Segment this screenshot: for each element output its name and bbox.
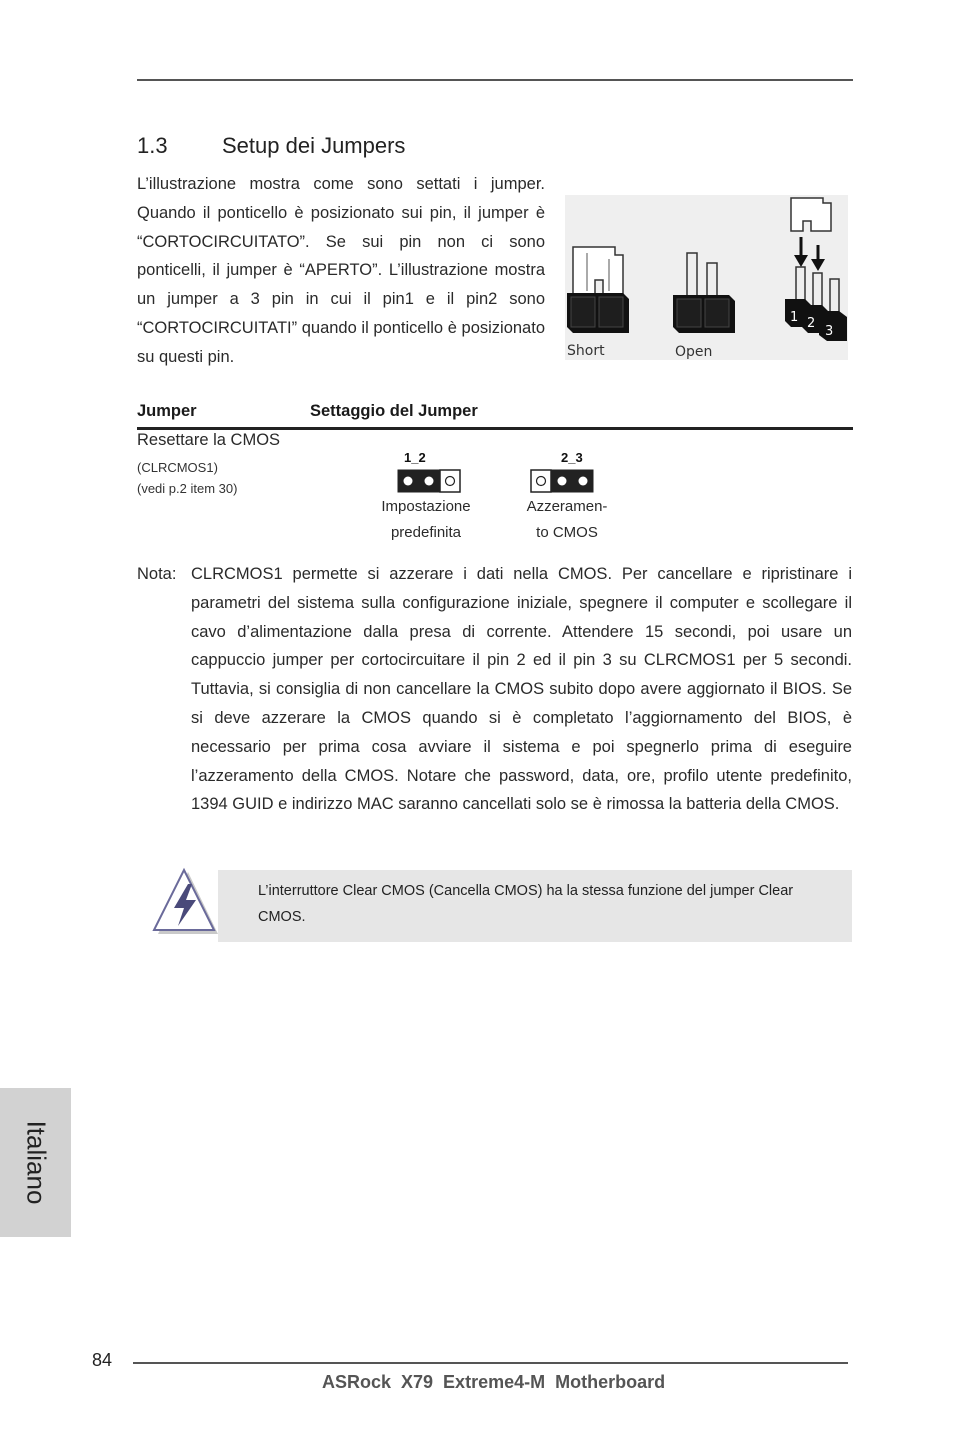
pin-label-2-3: 2_3 [561, 450, 583, 465]
option-1-2-caption [366, 494, 486, 546]
note-text: CLRCMOS1 permette si azzerare i dati nella CMOS. Per cancellare e ripristinare i parametri del sistema sulla configurazione iniziale, spegnere il computer e scollegare il cavo d’alimentazione dalla presa di corrente. Attendere 15 secondi, poi usare un cappuccio jumper per cortocircuitare il pin 2 ed il pin 3 su CLRCMOS1 per 5 secondi. Tuttavia, si consiglia di non cancellare la CMOS subito dopo avere aggiornato il BIOS. Se si deve azzerare la CMOS quando si è completato l’aggiornamento del BIOS, è necessario per prima cosa avviare il sistema e poi spegnerlo prima di eseguire l’azzeramento della CMOS. Notare che password, data, ore, profilo utente predefinito, 1394 GUID e indirizzo MAC saranno cancellati solo se è rimossa la batteria della CMOS. [191, 565, 852, 814]
option-1-2-caption-line1: Impostazione [381, 498, 471, 515]
option-2-3-caption-line2: to CMOS [536, 524, 598, 541]
pin-diagram-1-2 [397, 469, 461, 495]
table-header-jumper: Jumper [137, 402, 197, 420]
footer-rule [133, 1362, 848, 1364]
header-rule [137, 79, 853, 81]
language-label: Italiano [21, 1120, 51, 1205]
warning-lightning-icon [150, 866, 220, 938]
open-label: Open [675, 344, 713, 360]
footer-title: ASRock X79 Extreme4-M Motherboard [322, 1372, 666, 1392]
option-1-2-caption-line2: predefinita [390, 524, 462, 541]
language-side-tab-label [0, 1088, 71, 1237]
note-label: Nota: [137, 565, 177, 583]
pin-label-1-2: 1_2 [404, 450, 426, 465]
warning-text: L’interruttore Clear CMOS (Cancella CMOS) ha la stessa funzione del jumper Clear CMOS. [258, 883, 794, 925]
pin-number-2: 2 [807, 316, 816, 331]
option-2-3-caption [507, 494, 627, 546]
intro-paragraph: L’illustrazione mostra come sono settati i jumper. Quando il ponticello è posizionato sui pin, il jumper è “CORTOCIRCUITATO”. Se sui pin non ci sono ponticelli, il jumper è “APERTO”. L’illustrazione mostra un jumper a 3 pin in cui il pin1 e il pin2 sono “CORTOCIRCUITATI” quando il ponticello è posizionato su questi pin. [137, 175, 545, 366]
section-title: Setup dei Jumpers [222, 133, 406, 158]
short-label: Short [567, 343, 605, 359]
pin-number-1: 1 [790, 310, 799, 325]
jumper-reference: (vedi p.2 item 30) [137, 481, 238, 496]
jumper-illustration [565, 195, 848, 360]
pin-number-3: 3 [825, 324, 834, 339]
jumper-name: Resettare la CMOS [137, 431, 281, 449]
table-header-rule [137, 427, 853, 430]
option-2-3-caption-line1: Azzeramen- [526, 498, 608, 515]
page-number: 84 [92, 1350, 113, 1370]
jumper-id: (CLRCMOS1) [137, 460, 218, 475]
section-number: 1.3 [137, 133, 168, 158]
pin-diagram-2-3 [530, 469, 594, 495]
table-header-setting: Settaggio del Jumper [310, 402, 478, 420]
